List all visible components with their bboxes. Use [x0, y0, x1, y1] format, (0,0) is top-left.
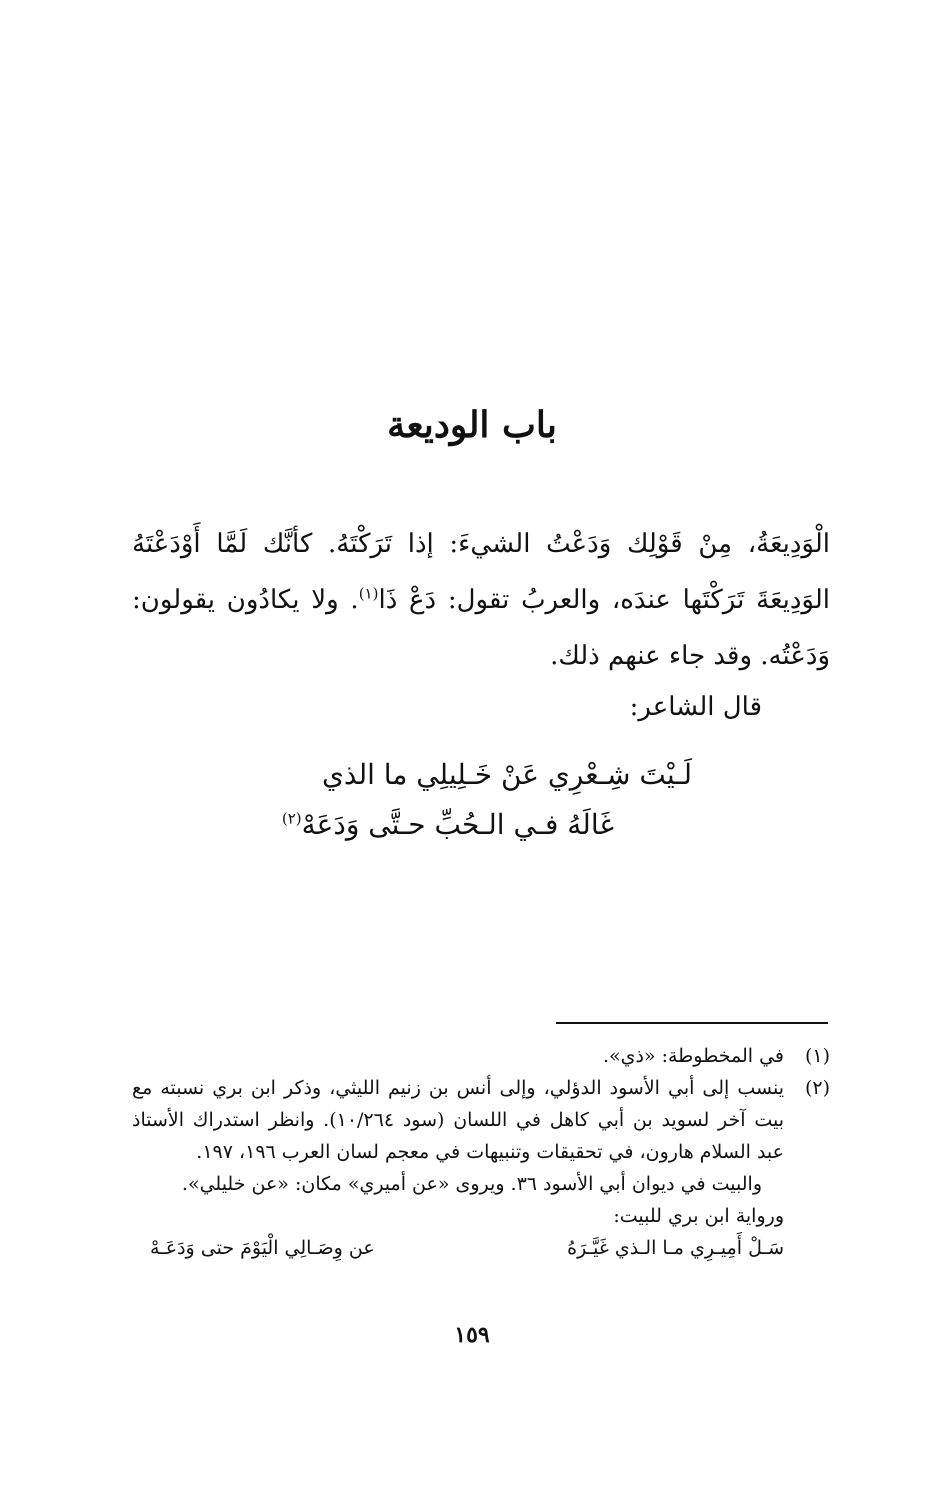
footnote-2-text: ينسب إلى أبي الأسود الدؤلي، وإلى أنس بن زنيم الليثي، وذكر ابن بري نسبته مع بيت آخر لسويد بن أبي كاهل في اللسان (سود ١٠/٢٦٤). وانظر استدراك الأستاذ عبد السلام هارون، في تحقيقات وتنبيهات في معجم لسان العرب ١٩٦، ١٩٧.: [132, 1077, 784, 1163]
footnote-number: (١): [804, 1045, 830, 1067]
footnote-1: [132, 1040, 830, 1072]
verse-line-2-text: غَالَهُ فـي الـحُبِّ حـتَّى وَدَعَهْ: [301, 808, 614, 841]
footnote-2-text-3: ورواية ابن بري للبيت:: [613, 1205, 784, 1227]
verse-line-1: لَـيْتَ شِـعْرِي عَنْ خَـلِيلِي ما الذي: [321, 758, 692, 791]
footnote-verse-right: سَـلْ أَمِيـرِي مـا الـذي غَيَّـرَهُ: [567, 1237, 784, 1259]
footnote-2-text-2: والبيت في ديوان أبي الأسود ٣٦. ويروى «عن أميري» مكان: «عن خليلي».: [181, 1173, 762, 1195]
footnote-ref-2[interactable]: (٢): [281, 809, 302, 828]
footnote-divider: [556, 1022, 828, 1024]
poet-intro: قال الشاعر:: [629, 692, 762, 722]
footnote-text: [132, 1040, 784, 1072]
footnote-text: [132, 1072, 784, 1264]
footnote-verse-left: عن وِصَـالِي الْيَوْمَ حتى وَدَعَـهْ: [150, 1237, 375, 1259]
footnotes-section: [132, 1040, 830, 1264]
footnote-ref-1[interactable]: (١): [358, 584, 379, 603]
page-number: ١٥٩: [454, 1322, 490, 1348]
paragraph-text: الْوَدِيعَةُ، مِنْ قَوْلِك وَدَعْتُ الشيءَ: إذا تَرَكْتَهُ. كأنَّك لَمَّا أَوْدَعْتَهُ الوَدِيعَةَ تَرَكْتَها عندَه، والعربُ تقول: دَعْ ذَا: [132, 529, 831, 615]
footnote-number: (٢): [804, 1077, 830, 1099]
footnote-2: [132, 1072, 830, 1264]
footnote-1-text: في المخطوطة: «ذي».: [602, 1045, 784, 1067]
verse-line-2: [282, 808, 614, 841]
footnote-verse: [150, 1232, 784, 1264]
paragraph-text-after: . ولا يكادُون يقولون: وَدَعْتُه. وقد جاء عنهم ذلك.: [132, 585, 830, 671]
main-paragraph: [132, 516, 830, 684]
chapter-title: باب الوديعة: [387, 404, 557, 446]
